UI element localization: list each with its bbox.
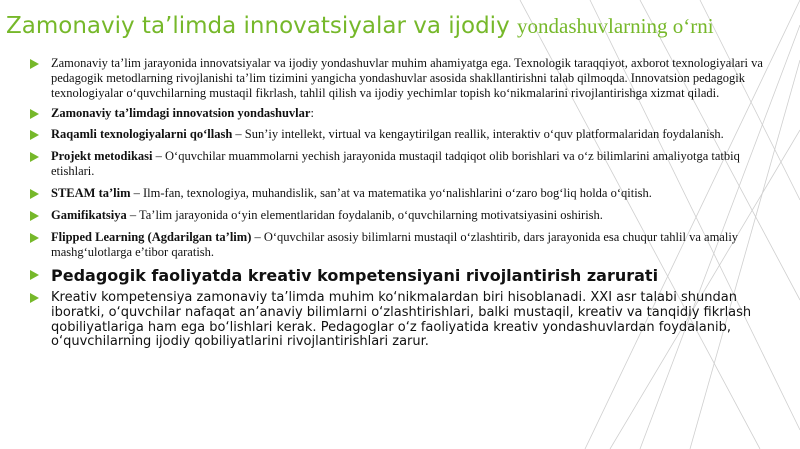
intro-paragraph <box>30 56 765 101</box>
section2-heading-text: Pedagogik faoliyatda kreativ kompetensiyani rivojlantirish zarurati <box>51 266 659 285</box>
list-item-steam <box>30 186 765 201</box>
item-desc: – Ta’lim jarayonida o‘yin elementlaridan foydalanib, o‘quvchilarning motivatsiyasini oshirish. <box>126 208 603 222</box>
title-part-1: Zamonaviy ta’limda innovatsiyalar va ijodiy <box>6 13 517 39</box>
bullet-arrow-icon <box>30 189 39 199</box>
item-term: STEAM ta’lim <box>51 186 131 200</box>
bullet-arrow-icon <box>30 270 39 280</box>
bullet-arrow-icon <box>30 109 39 119</box>
slide-content <box>30 56 765 350</box>
subheading-text: Zamonaviy ta’limdagi innovatsion yondashuvlar <box>51 106 311 120</box>
item-term: Raqamli texnologiyalarni qo‘llash <box>51 127 233 141</box>
bullet-arrow-icon <box>30 293 39 303</box>
bullet-arrow-icon <box>30 233 39 243</box>
item-desc: – O‘quvchilar asosiy bilimlarni mustaqil o‘zlashtirib, dars jarayonida esa chuqur tahlil va amaliy mashg‘ulotlarga e’tibor qaratish. <box>51 230 739 259</box>
list-item-gamification <box>30 208 765 223</box>
item-term: Flipped Learning (Agdarilgan ta’lim) <box>51 230 252 244</box>
list-item-flipped <box>30 230 765 260</box>
bullet-arrow-icon <box>30 130 39 140</box>
item-term: Gamifikatsiya <box>51 208 127 222</box>
title-part-2: yondashuvlarning o‘rni <box>517 14 714 38</box>
bullet-arrow-icon <box>30 59 39 69</box>
section2-text: Kreativ kompetensiya zamonaviy ta’limda muhim ko‘nikmalardan biri hisoblanadi. XXI asr talabi shundan iboratki, o‘quvchilar nafaqat an’anaviy bilimlarni o‘zlashtirishlari, balki mustaqil, kreativ va tanqidiy fikrlash qobiliyatlariga ham ega bo‘lishlari kerak. Pedagoglar o‘z faoliyatida kreativ yondashuvlardan foydalanib, o‘quvchilarning ijodiy qobiliyatlarini rivojlantirishlari zarur. <box>51 290 752 350</box>
section2-paragraph <box>30 291 765 350</box>
list-item-digital <box>30 127 765 142</box>
item-term: Projekt metodikasi <box>51 149 153 163</box>
list-item-project <box>30 149 765 179</box>
intro-text: Zamonaviy ta’lim jarayonida innovatsiyalar va ijodiy yondashuvlar muhim ahamiyatga ega. Texnologik taraqqiyot, axborot texnologiyalari va pedagogik metodlarning rivojlanishi ta’lim tizimini yangicha yondashuvlar asosida shakllantirishni talab qilmoqda. Innovatsion pedagogik texnologiyalar o‘quvchilarning mustaqil fikrlash, tahlil qilish va ijodiy yechimlar topish ko‘nikmalarini rivojlantirishga xizmat qiladi. <box>51 56 763 100</box>
subheading-item <box>30 106 765 121</box>
item-desc: – O‘quvchilar muammolarni yechish jarayonida mustaqil tadqiqot olib borishlari va o‘z bilimlarini amaliyotga tatbiq etishlari. <box>51 149 740 178</box>
section2-heading <box>30 266 765 286</box>
slide-title <box>6 12 726 40</box>
item-desc: – Sun’iy intellekt, virtual va kengaytirilgan reallik, interaktiv o‘quv platformalaridan foydalanish. <box>232 127 724 141</box>
item-desc: – Ilm-fan, texnologiya, muhandislik, san’at va matematika yo‘nalishlarini o‘zaro bog‘liq holda o‘qitish. <box>130 186 652 200</box>
bullet-arrow-icon <box>30 211 39 221</box>
bullet-arrow-icon <box>30 152 39 162</box>
subheading-suffix: : <box>310 106 314 120</box>
